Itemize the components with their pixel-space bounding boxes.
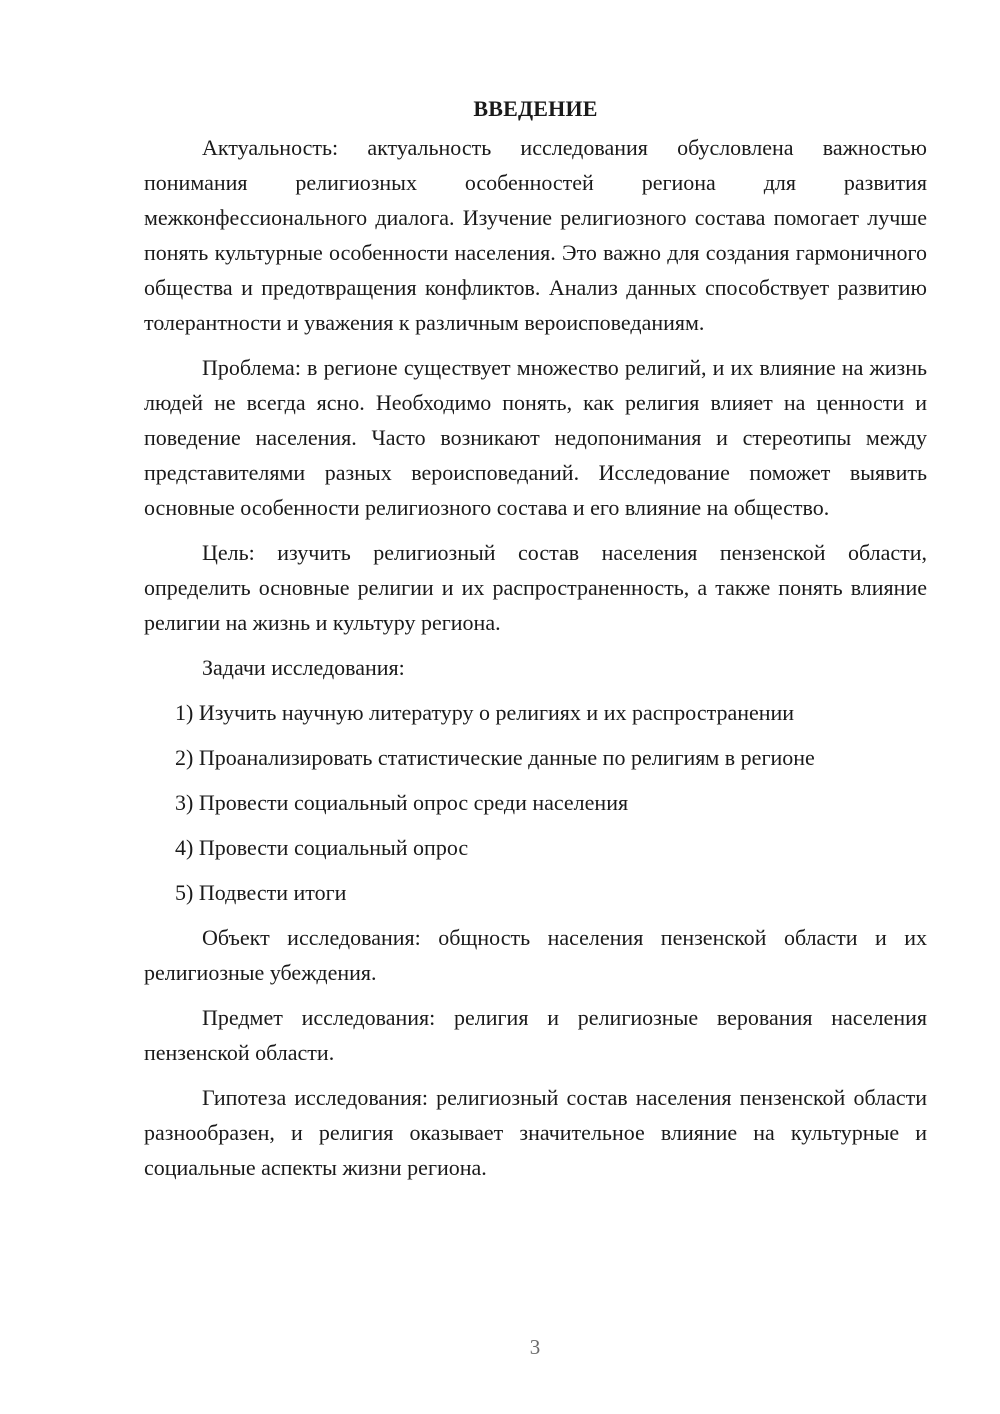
paragraph-goal: Цель: изучить религиозный состав населения пензенской области, определить основные религии и их распространенность, а также понять влияние религии на жизнь и культуру региона. <box>144 540 927 635</box>
task-item: 1) Изучить научную литературу о религиях и их распространении <box>175 700 795 725</box>
task-item: 5) Подвести итоги <box>175 880 347 905</box>
paragraph-hypothesis: Гипотеза исследования: религиозный состав населения пензенской области разнообразен, и религия оказывает значительное влияние на культурные и социальные аспекты жизни региона. <box>144 1085 927 1180</box>
page-content <box>144 94 927 1185</box>
task-item: 3) Провести социальный опрос среди населения <box>175 790 629 815</box>
task-item: 2) Проанализировать статистические данные по религиям в регионе <box>175 745 815 770</box>
paragraph-object: Объект исследования: общность населения пензенской области и их религиозные убеждения. <box>144 925 927 985</box>
paragraph-relevance: Актуальность: актуальность исследования обусловлена важностью понимания религиозных особенностей региона для развития межконфессионального диалога. Изучение религиозного состава помогает лучше понять культурные особенности населения. Это важно для создания гармоничного общества и предотвращения конфликтов. Анализ данных способствует развитию толерантности и уважения к различным вероисповеданиям. <box>144 135 927 335</box>
tasks-list <box>144 695 927 910</box>
paragraph-subject: Предмет исследования: религия и религиозные верования населения пензенской области. <box>144 1005 927 1065</box>
tasks-title: Задачи исследования: <box>202 655 405 680</box>
page-number: 3 <box>529 1335 541 1359</box>
task-item: 4) Провести социальный опрос <box>175 835 469 860</box>
paragraph-problem: Проблема: в регионе существует множество религий, и их влияние на жизнь людей не всегда ясно. Необходимо понять, как религия влияет на ценности и поведение населения. Часто возникают недопонимания и стереотипы между представителями разных вероисповеданий. Исследование поможет выявить основные особенности религиозного состава и его влияние на общество. <box>144 355 927 520</box>
section-heading: ВВЕДЕНИЕ <box>473 96 598 121</box>
